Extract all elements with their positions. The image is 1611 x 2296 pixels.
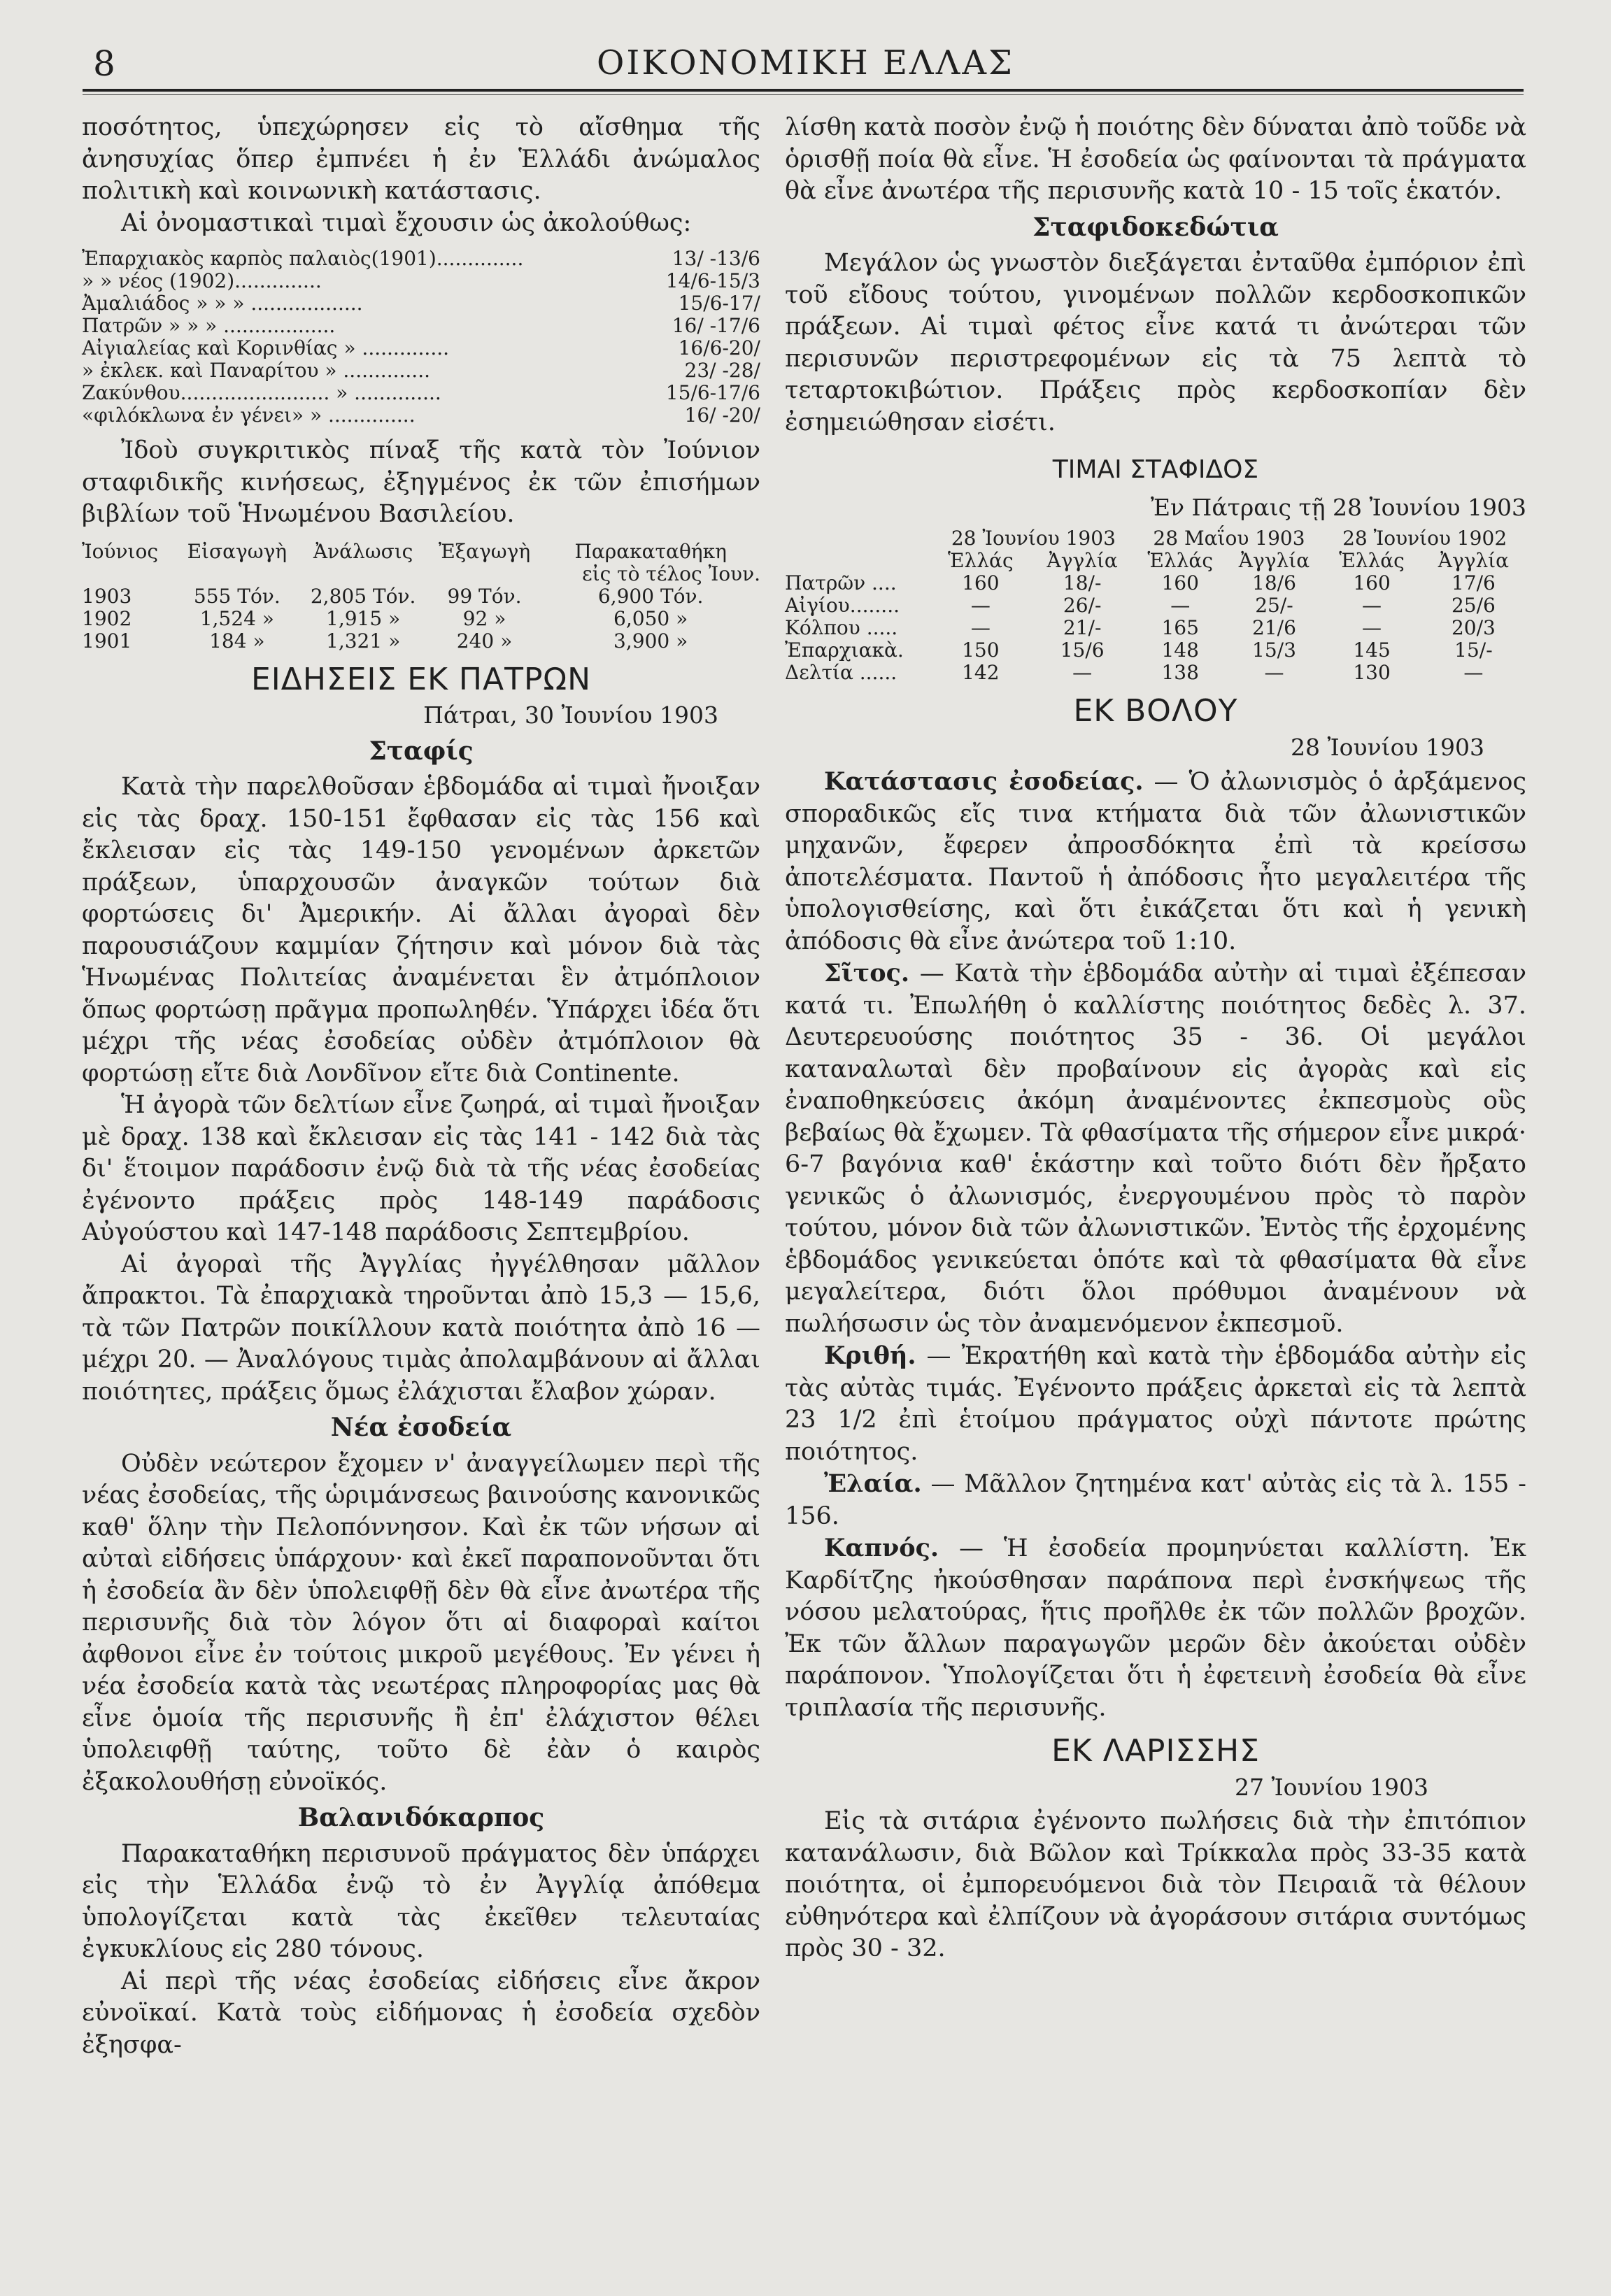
paragraph-text: — Μᾶλλον ζητημένα κατ' αὐτὰς εἰς τὰ λ. 155 - 156. bbox=[785, 1470, 1526, 1530]
price-label: Ἀμαλιάδος » » » .................. bbox=[82, 292, 363, 315]
paragraph-text: — Ἐκρατήθη καὶ κατὰ τὴν ἑβδομάδα αὐτὴν εἰς τὰς αὐτὰς τιμάς. Ἐγένοντο πράξεις ἀρκεταὶ εἰς τὰ λεπτὰ 23 1/2 ἐπὶ ἑτοίμου πράγματος οὐχὶ πάντοτε πρώτης ποιότητος. bbox=[785, 1342, 1526, 1466]
column-subheader: Ἀγγλία bbox=[1438, 549, 1510, 572]
table-cell: Πατρῶν .... bbox=[785, 571, 897, 594]
running-title: ΟΙΚΟΝΟΜΙΚΗ ΕΛΛΑΣ bbox=[597, 43, 1014, 83]
nominal-prices-table bbox=[82, 248, 760, 427]
column-subheader: Ἑλλάς bbox=[1339, 549, 1405, 572]
table-cell: Κόλπου ..... bbox=[785, 616, 898, 639]
table-cell: 6,050 » bbox=[613, 606, 688, 630]
table-cell: — bbox=[1463, 661, 1484, 684]
paragraph: λίσθη κατὰ ποσὸν ἐνῷ ἡ ποιότης δὲν δύναται ἀπὸ τοῦδε νὰ ὁρισθῇ ποία θὰ εἶνε. Ἡ ἐσοδεία ὡς φαίνονται τὰ πράγματα θὰ εἶνε ἀνωτέρα τῆς περισυνῆς κατὰ 10 - 15 τοῖς ἑκατόν. bbox=[785, 113, 1526, 205]
table-cell: 1,524 » bbox=[199, 606, 274, 630]
paragraph: Αἱ ὀνομαστικαὶ τιμαὶ ἔχουσιν ὡς ἀκολούθως: bbox=[121, 208, 692, 237]
table-cell: 21/- bbox=[1063, 616, 1102, 639]
paragraph-text: — Ἡ ἐσοδεία προμηνύεται καλλίστη. Ἐκ Καρδίτζης ἠκούσθησαν παράπονα περὶ ἐνσκήψεως τῆς νόσου μελατούρας, ἥτις προῆλθε ἐκ τῶν πολλῶν βροχῶν. Ἐκ τῶν ἄλλων παραγωγῶν μερῶν δὲν ἀκούεται οὐδὲν παράπονον. Ὑπολογίζεται ὅτι ἡ ἐφετεινὴ ἐσοδεία θὰ εἶνε τριπλασία τῆς περισυνῆς. bbox=[785, 1534, 1526, 1722]
paragraph bbox=[785, 957, 1526, 1340]
table-cell: 99 Τόν. bbox=[447, 584, 522, 608]
heading-volos: ΕΚ ΒΟΛΟΥ bbox=[1073, 693, 1238, 729]
currant-prices-table bbox=[785, 527, 1526, 684]
table-cell: — bbox=[1170, 594, 1191, 617]
header-rule-thin bbox=[83, 94, 1524, 95]
paragraph bbox=[785, 1468, 1526, 1532]
right-column bbox=[785, 112, 1526, 1965]
paragraph-text: — Ὁ ἀλωνισμὸς ὁ ἀρξάμενος σποραδικῶς εἴς τινα κτήματα διὰ τῶν ἀλωνιστικῶν μηχανῶν, ἔφερεν ἀπροσδόκητα ἐπὶ τὰ κρείσσω ἀποτελέσματα. Παντοῦ ἡ ἀπόδοσις ἦτο μεγαλειτέρα τῆς ὑπολογισθείσης, καὶ ὅτι ἐικάζεται ὅτι καὶ ἡ γενικὴ ἀπόδοσις θὰ εἶνε ἀνώτερα τοῦ 1:10. bbox=[785, 768, 1526, 955]
table-row bbox=[82, 404, 760, 427]
table-cell: — bbox=[1264, 661, 1284, 684]
table-cell: 145 bbox=[1353, 639, 1391, 662]
paragraph: Ἰδοὺ συγκριτικὸς πίναξ τῆς κατὰ τὸν Ἰούνιον σταφιδικῆς κινήσεως, ἐξηγμένος ἐκ τῶν ἐπισήμων βιβλίων τοῦ Ἡνωμένου Βασιλείου. bbox=[82, 436, 760, 528]
table-header-row bbox=[82, 541, 760, 563]
price-label: Αἰγιαλείας καὶ Κορινθίας » .............. bbox=[82, 336, 450, 359]
column-subheader: Ἀγγλία bbox=[1238, 549, 1310, 572]
table-cell: — bbox=[970, 616, 991, 639]
table-cell: Αἰγίου........ bbox=[785, 594, 900, 617]
table-cell: 150 bbox=[962, 639, 1000, 662]
table-row bbox=[82, 337, 760, 359]
table-row bbox=[785, 572, 1526, 594]
column-header: 28 Ἰουνίου 1902 bbox=[1342, 527, 1507, 550]
table-cell: 130 bbox=[1353, 661, 1391, 684]
left-column bbox=[82, 112, 760, 2061]
table-cell: 1,915 » bbox=[326, 606, 401, 630]
subheading-nea-esodeia: Νέα ἐσοδεία bbox=[330, 1413, 512, 1442]
table-cell: 92 » bbox=[462, 606, 506, 630]
table-row bbox=[785, 617, 1526, 639]
table-cell: 1903 bbox=[82, 584, 132, 608]
column-header: 28 Μαΐου 1903 bbox=[1153, 527, 1305, 550]
price-label: Ἐπαρχιακὸς καρπὸς παλαιὸς(1901).............. bbox=[82, 247, 524, 270]
column-header: Ἐξαγωγὴ bbox=[438, 539, 531, 563]
table-cell: 6,900 Τόν. bbox=[597, 584, 704, 608]
subheading-valanidokarpos: Βαλανιδόκαρπος bbox=[297, 1803, 545, 1832]
subheading-stafis: Σταφίς bbox=[369, 736, 474, 766]
table-cell: 1902 bbox=[82, 606, 132, 630]
table-cell: 18/6 bbox=[1252, 571, 1296, 594]
column-header: Παρακαταθήκη bbox=[574, 539, 727, 563]
price-value: 23/ -28/ bbox=[684, 359, 760, 382]
table-cell: — bbox=[1362, 594, 1382, 617]
table-row bbox=[785, 639, 1526, 662]
paragraph bbox=[785, 1532, 1526, 1724]
table-cell: 15/6 bbox=[1060, 639, 1105, 662]
paragraph: Ἡ ἀγορὰ τῶν δελτίων εἶνε ζωηρά, αἱ τιμαὶ ἤνοιξαν μὲ δραχ. 138 καὶ ἔκλεισαν εἰς τὰς 141 - 142 διὰ τὰς δι' ἕτοιμον παράδοσιν ἐνῷ διὰ τὰ τῆς νέας ἐσοδείας ἐγένοντο πράξεις πρὸς 148-149 παράδοσις Αὐγούστου καὶ 147-148 παράδοσις Σεπτεμβρίου. bbox=[82, 1091, 760, 1246]
paragraph: Αἱ περὶ τῆς νέας ἐσοδείας εἰδήσεις εἶνε ἄκρον εὐνοϊκαί. Κατὰ τοὺς εἰδήμονας ἡ ἐσοδεία σχεδὸν ἐξησφα- bbox=[82, 1967, 760, 2059]
date-patras: Πάτραι, 30 Ἰουνίου 1903 bbox=[423, 701, 718, 729]
price-value: 15/6-17/ bbox=[678, 292, 760, 315]
table-cell: 142 bbox=[962, 661, 1000, 684]
table-row bbox=[785, 662, 1526, 684]
paragraph: Μεγάλον ὡς γνωστὸν διεξάγεται ἐνταῦθα ἐμπόριον ἐπὶ τοῦ εἴδους τούτου, γινομένων πολλῶν κερδοσκοπικῶν πράξεων. Αἱ τιμαὶ φέτος εἶνε κατά τι ἀνώτεραι τῶν περισυνῶν περιστρεφομένων εἰς τὰ 75 λεπτὰ τὸ τεταρτοκιβώτιον. Πράξεις πρὸς κερδοσκοπίαν δὲν ἐσημειώθησαν εἰσέτι. bbox=[785, 249, 1526, 436]
paragraph: Παρακαταθήκη περισυνοῦ πράγματος δὲν ὑπάρχει εἰς τὴν Ἑλλάδα ἐνῷ τὸ ἐν Ἀγγλίᾳ ἀπόθεμα ὑπολογίζεται κατὰ τὰς ἐκεῖθεν τελευταίας ἐγκυκλίους εἰς 280 τόνους. bbox=[82, 1839, 760, 1963]
table-cell: 165 bbox=[1161, 616, 1199, 639]
table-cell: 1901 bbox=[82, 629, 132, 653]
column-subheader: Ἀγγλία bbox=[1046, 549, 1118, 572]
date-larissa: 27 Ἰουνίου 1903 bbox=[1234, 1773, 1428, 1801]
table-cell: 138 bbox=[1161, 661, 1199, 684]
movement-header-note: εἰς τὸ τέλος Ἰουν. bbox=[582, 562, 760, 585]
table-cell: 25/6 bbox=[1451, 594, 1496, 617]
table-cell: — bbox=[1362, 616, 1382, 639]
table-row bbox=[82, 585, 760, 608]
paragraph bbox=[785, 766, 1526, 957]
paragraph: ποσότητος, ὑπεχώρησεν εἰς τὸ αἴσθημα τῆς ἀνησυχίας ὅπερ ἐμπνέει ἡ ἐν Ἑλλάδι ἀνώμαλος πολιτικὴ καὶ κοινωνικὴ κατάστασις. bbox=[82, 113, 760, 205]
column-subheader: Ἑλλάς bbox=[948, 549, 1014, 572]
table-cell: 184 » bbox=[209, 629, 265, 653]
paragraph bbox=[785, 1340, 1526, 1468]
table-cell: 3,900 » bbox=[613, 629, 688, 653]
run-in-heading: Κριθή. bbox=[824, 1341, 916, 1370]
table-row bbox=[82, 270, 760, 292]
table-row bbox=[82, 608, 760, 630]
paragraph: Κατὰ τὴν παρελθοῦσαν ἑβδομάδα αἱ τιμαὶ ἤνοιξαν εἰς τὰς δραχ. 150-151 ἔφθασαν εἰς τὰς 156 καὶ ἔκλεισαν εἰς τὰς 149-150 γενομένων ἀρκετῶν πράξεων, ὑπαρχουσῶν ἀναγκῶν τούτων διὰ φορτώσεις δι' Ἀμερικήν. Αἱ ἄλλαι ἀγοραὶ δὲν παρουσιάζουν καμμίαν ζήτησιν καὶ μόνον διὰ τὰς Ἡνωμένας Πολιτείας ἀναμένεται ἓν ἀτμόπλοιον ὅπως φορτώσῃ πρᾶγμα προπωληθέν. Ὑπάρχει ἰδέα ὅτι μέχρι τῆς νέας ἐσοδείας οὐδὲν ἀτμόπλοιον θὰ φορτώσῃ εἴτε διὰ Λονδῖνον εἴτε διὰ Continente. bbox=[82, 773, 760, 1088]
table-cell: 18/- bbox=[1063, 571, 1102, 594]
table-cell: Ἐπαρχιακὰ. bbox=[785, 639, 904, 662]
price-label: » ἐκλεκ. καὶ Παναρίτου » .............. bbox=[82, 359, 430, 382]
table-cell: 15/- bbox=[1454, 639, 1493, 662]
run-in-heading: Κατάστασις ἐσοδείας. bbox=[824, 767, 1144, 796]
table-cell: 20/3 bbox=[1451, 616, 1496, 639]
column-subheader: Ἑλλάς bbox=[1147, 549, 1214, 572]
table-row bbox=[82, 292, 760, 315]
table-cell: 148 bbox=[1161, 639, 1199, 662]
table-cell: 160 bbox=[962, 571, 1000, 594]
table-cell: 21/6 bbox=[1252, 616, 1296, 639]
table-cell: 1,321 » bbox=[326, 629, 401, 653]
price-value: 14/6-15/3 bbox=[665, 269, 760, 292]
price-value: 16/ -20/ bbox=[684, 404, 760, 427]
table-header-row bbox=[785, 527, 1526, 550]
price-label: Ζακύνθου........................ » .............. bbox=[82, 381, 441, 404]
table-row bbox=[82, 359, 760, 382]
column-header: Ἰούνιος bbox=[82, 539, 159, 563]
heading-prices: ΤΙΜΑΙ ΣΤΑΦΙΔΟΣ bbox=[1052, 455, 1259, 484]
price-value: 15/6-17/6 bbox=[665, 381, 760, 404]
header-rule bbox=[83, 89, 1524, 92]
table-cell: 17/6 bbox=[1451, 571, 1496, 594]
date-volos: 28 Ἰουνίου 1903 bbox=[1290, 733, 1484, 761]
table-cell: 2,805 Τόν. bbox=[310, 584, 416, 608]
column-header: 28 Ἰουνίου 1903 bbox=[951, 527, 1116, 550]
paragraph-text: — Κατὰ τὴν ἑβδομάδα αὐτὴν αἱ τιμαὶ ἐξέπεσαν κατά τι. Ἐπωλήθη ὁ καλλίστης ποιότητος δεδὲς λ. 37. Δευτερευούσης ποιότητος 35 - 36. Οἱ μεγάλοι καταναλωταὶ δὲν προβαίνουν εἰς ἀγορὰς καὶ εἰς ἐναποθηκεύσεις ἀκόμη ἀναμένοντες ἐκπεσμοὺς οὓς βεβαίως θὰ ἔχωμεν. Τὰ φθασίματα τῆς σήμερον εἶνε μικρά· 6-7 βαγόνια καθ' ἑκάστην καὶ τοῦτο διότι δὲν ἤρξατο γενικῶς ὁ ἀλωνισμός, ἐνεργουμένου πρὸς τὸ παρὸν τούτου, μόνον διὰ τῶν ἀλωνιστικῶν. Ἐντὸς τῆς ἐρχομένης ἑβδομάδος γενικεύεται ὁπότε καὶ τὰ φθασίματα θὰ εἶνε μεγαλείτερα, διότι ὅλοι πρόθυμοι ἀναμένουν νὰ πωλήσωσιν ὡς τὸν ἀναμενόμενον ἐκπεσμοῦ. bbox=[785, 960, 1526, 1338]
table-cell: — bbox=[970, 594, 991, 617]
column-header: Ἀνάλωσις bbox=[313, 539, 413, 563]
table-row bbox=[82, 248, 760, 270]
run-in-heading: Ἐλαία. bbox=[824, 1469, 922, 1498]
subheading-stafidokevotia: Σταφιδοκεδώτια bbox=[1032, 212, 1279, 242]
table-cell: 26/- bbox=[1063, 594, 1102, 617]
run-in-heading: Καπνός. bbox=[824, 1534, 939, 1562]
paragraph: Εἰς τὰ σιτάρια ἐγένοντο πωλήσεις διὰ τὴν ἐπιτόπιον κατανάλωσιν, διὰ Βῶλον καὶ Τρίκκαλα πρὸς 33-35 κατὰ ποιότητα, οἱ ἐμπορευόμενοι διὰ τὸν Πειραιᾶ τὰ θέλουν εὐθηνότερα καὶ ἐλπίζουν νὰ ἀγοράσουν σιτάρια συντόμως πρὸς 30 - 32. bbox=[785, 1807, 1526, 1962]
paragraph: Αἱ ἀγοραὶ τῆς Ἀγγλίας ἠγγέλθησαν μᾶλλον ἄπρακτοι. Τὰ ἐπαρχιακὰ τηροῦνται ἀπὸ 15,3 — 15,6, τὰ τῶν Πατρῶν ποικίλλουν κατὰ ποιότητα ἀπὸ 16 — μέχρι 20. — Ἀναλόγους τιμὰς ἀπολαμβάνουν αἱ ἄλλαι ποιότητες, πράξεις ὅμως ἐλάχισται ἔλαβον χώραν. bbox=[82, 1250, 760, 1406]
table-row bbox=[785, 594, 1526, 617]
price-label: » » νέος (1902).............. bbox=[82, 269, 322, 292]
run-in-heading: Σῖτος. bbox=[824, 959, 910, 987]
table-cell: 240 » bbox=[456, 629, 513, 653]
price-label: Πατρῶν » » » .................. bbox=[82, 314, 336, 337]
page-number: 8 bbox=[93, 43, 115, 84]
table-cell: Δελτία ...... bbox=[785, 661, 897, 684]
paragraph: Οὐδὲν νεώτερον ἔχομεν ν' ἀναγγείλωμεν περὶ τῆς νέας ἐσοδείας, τῆς ὡριμάνσεως βαινούσης κανονικῶς καθ' ὅλην τὴν Πελοπόννησον. Καὶ ἐκ τῶν νήσων αἱ αὐταὶ εἰδήσεις ὑπάρχουν· καὶ ἐκεῖ παραπονοῦνται ὅτι ἡ ἐσοδεία ἂν δὲν ὑπολειφθῇ δὲν θὰ εἶνε ἀνωτέρα τῆς περισυνῆς διὰ τὸν λόγον ὅτι αἱ διαφοραὶ καίτοι ἀφθονοι εἶνε ἐν τούτοις μικροῦ μεγέθους. Ἐν γένει ἡ νέα ἐσοδεία κατὰ τὰς νεωτέρας πληροφορίας μας θὰ εἶνε ὁμοία τῆς περισυνῆς ἢ ἐπ' ἐλάχιστον θέλει ὑπολειφθῇ ταύτης, τοῦτο δὲ ἐὰν ὁ καιρὸς ἐξακολουθήσῃ εὐνοϊκός. bbox=[82, 1449, 760, 1796]
heading-patras: ΕΙΔΗΣΕΙΣ ΕΚ ΠΑΤΡΩΝ bbox=[250, 661, 592, 697]
table-cell: 160 bbox=[1161, 571, 1199, 594]
heading-larissa: ΕΚ ΛΑΡΙΣΣΗΣ bbox=[1051, 1733, 1260, 1769]
table-row bbox=[82, 382, 760, 404]
price-value: 16/ -17/6 bbox=[672, 314, 760, 337]
table-row bbox=[82, 630, 760, 653]
table-cell: 25/- bbox=[1255, 594, 1293, 617]
table-cell: 15/3 bbox=[1252, 639, 1296, 662]
movement-table bbox=[82, 541, 760, 653]
price-value: 13/ -13/6 bbox=[672, 247, 760, 270]
prices-date: Ἐν Πάτραις τῇ 28 Ἰουνίου 1903 bbox=[1150, 493, 1526, 521]
table-cell: 555 Τόν. bbox=[193, 584, 281, 608]
table-cell: — bbox=[1072, 661, 1093, 684]
column-header: Εἰσαγωγὴ bbox=[187, 539, 288, 563]
price-value: 16/6-20/ bbox=[678, 336, 760, 359]
table-row bbox=[82, 315, 760, 337]
price-label: «φιλόκλωνα ἐν γένει» » .............. bbox=[82, 404, 416, 427]
table-cell: 160 bbox=[1353, 571, 1391, 594]
table-subheader-row bbox=[785, 550, 1526, 572]
